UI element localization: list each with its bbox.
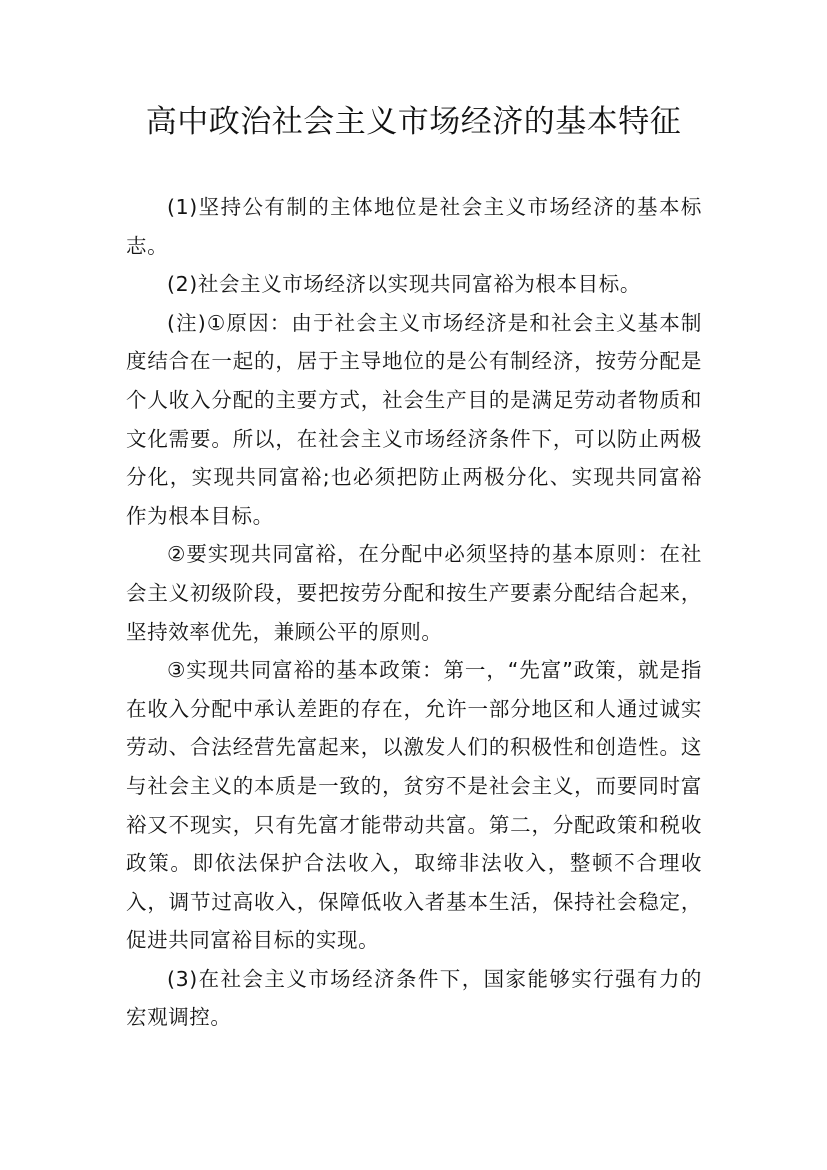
paragraph-basic-policies: ③实现共同富裕的基本政策：第一，“先富”政策，就是指在收入分配中承认差距的存在，允许一部分地区和人通过诚实劳动、合法经营先富起来，以激发人们的积极性和创造性。这与社会主义的本质是一致的，贫穷不是社会主义，而要同时富裕又不现实，只有先富才能带动共富。第二，分配政策和税收政策。即依法保护合法收入，取缔非法收入，整顿不合理收入，调节过高收入，保障低收入者基本生活，保持社会稳定，促进共同富裕目标的实现。 xyxy=(126,658,702,953)
paragraph-distribution-principle: ②要实现共同富裕，在分配中必须坚持的基本原则：在社会主义初级阶段，要把按劳分配和按生产要素分配结合起来，坚持效率优先，兼顾公平的原则。 xyxy=(126,542,702,644)
document-body xyxy=(126,188,702,1037)
paragraph-point-1: (1)坚持公有制的主体地位是社会主义市场经济的基本标志。 xyxy=(126,195,702,258)
paragraph-point-2: (2)社会主义市场经济以实现共同富裕为根本目标。 xyxy=(167,272,641,297)
page-title: 高中政治社会主义市场经济的基本特征 xyxy=(145,104,682,140)
paragraph-point-3: (3)在社会主义市场经济条件下，国家能够实行强有力的宏观调控。 xyxy=(126,966,702,1030)
paragraph-note-reason: (注)①原因：由于社会主义市场经济是和社会主义基本制度结合在一起的，居于主导地位的是公有制经济，按劳分配是个人收入分配的主要方式，社会生产目的是满足劳动者物质和文化需要。所以，在社会主义市场经济条件下，可以防止两极分化，实现共同富裕;也必须把防止两极分化、实现共同富裕作为根本目标。 xyxy=(126,310,702,528)
